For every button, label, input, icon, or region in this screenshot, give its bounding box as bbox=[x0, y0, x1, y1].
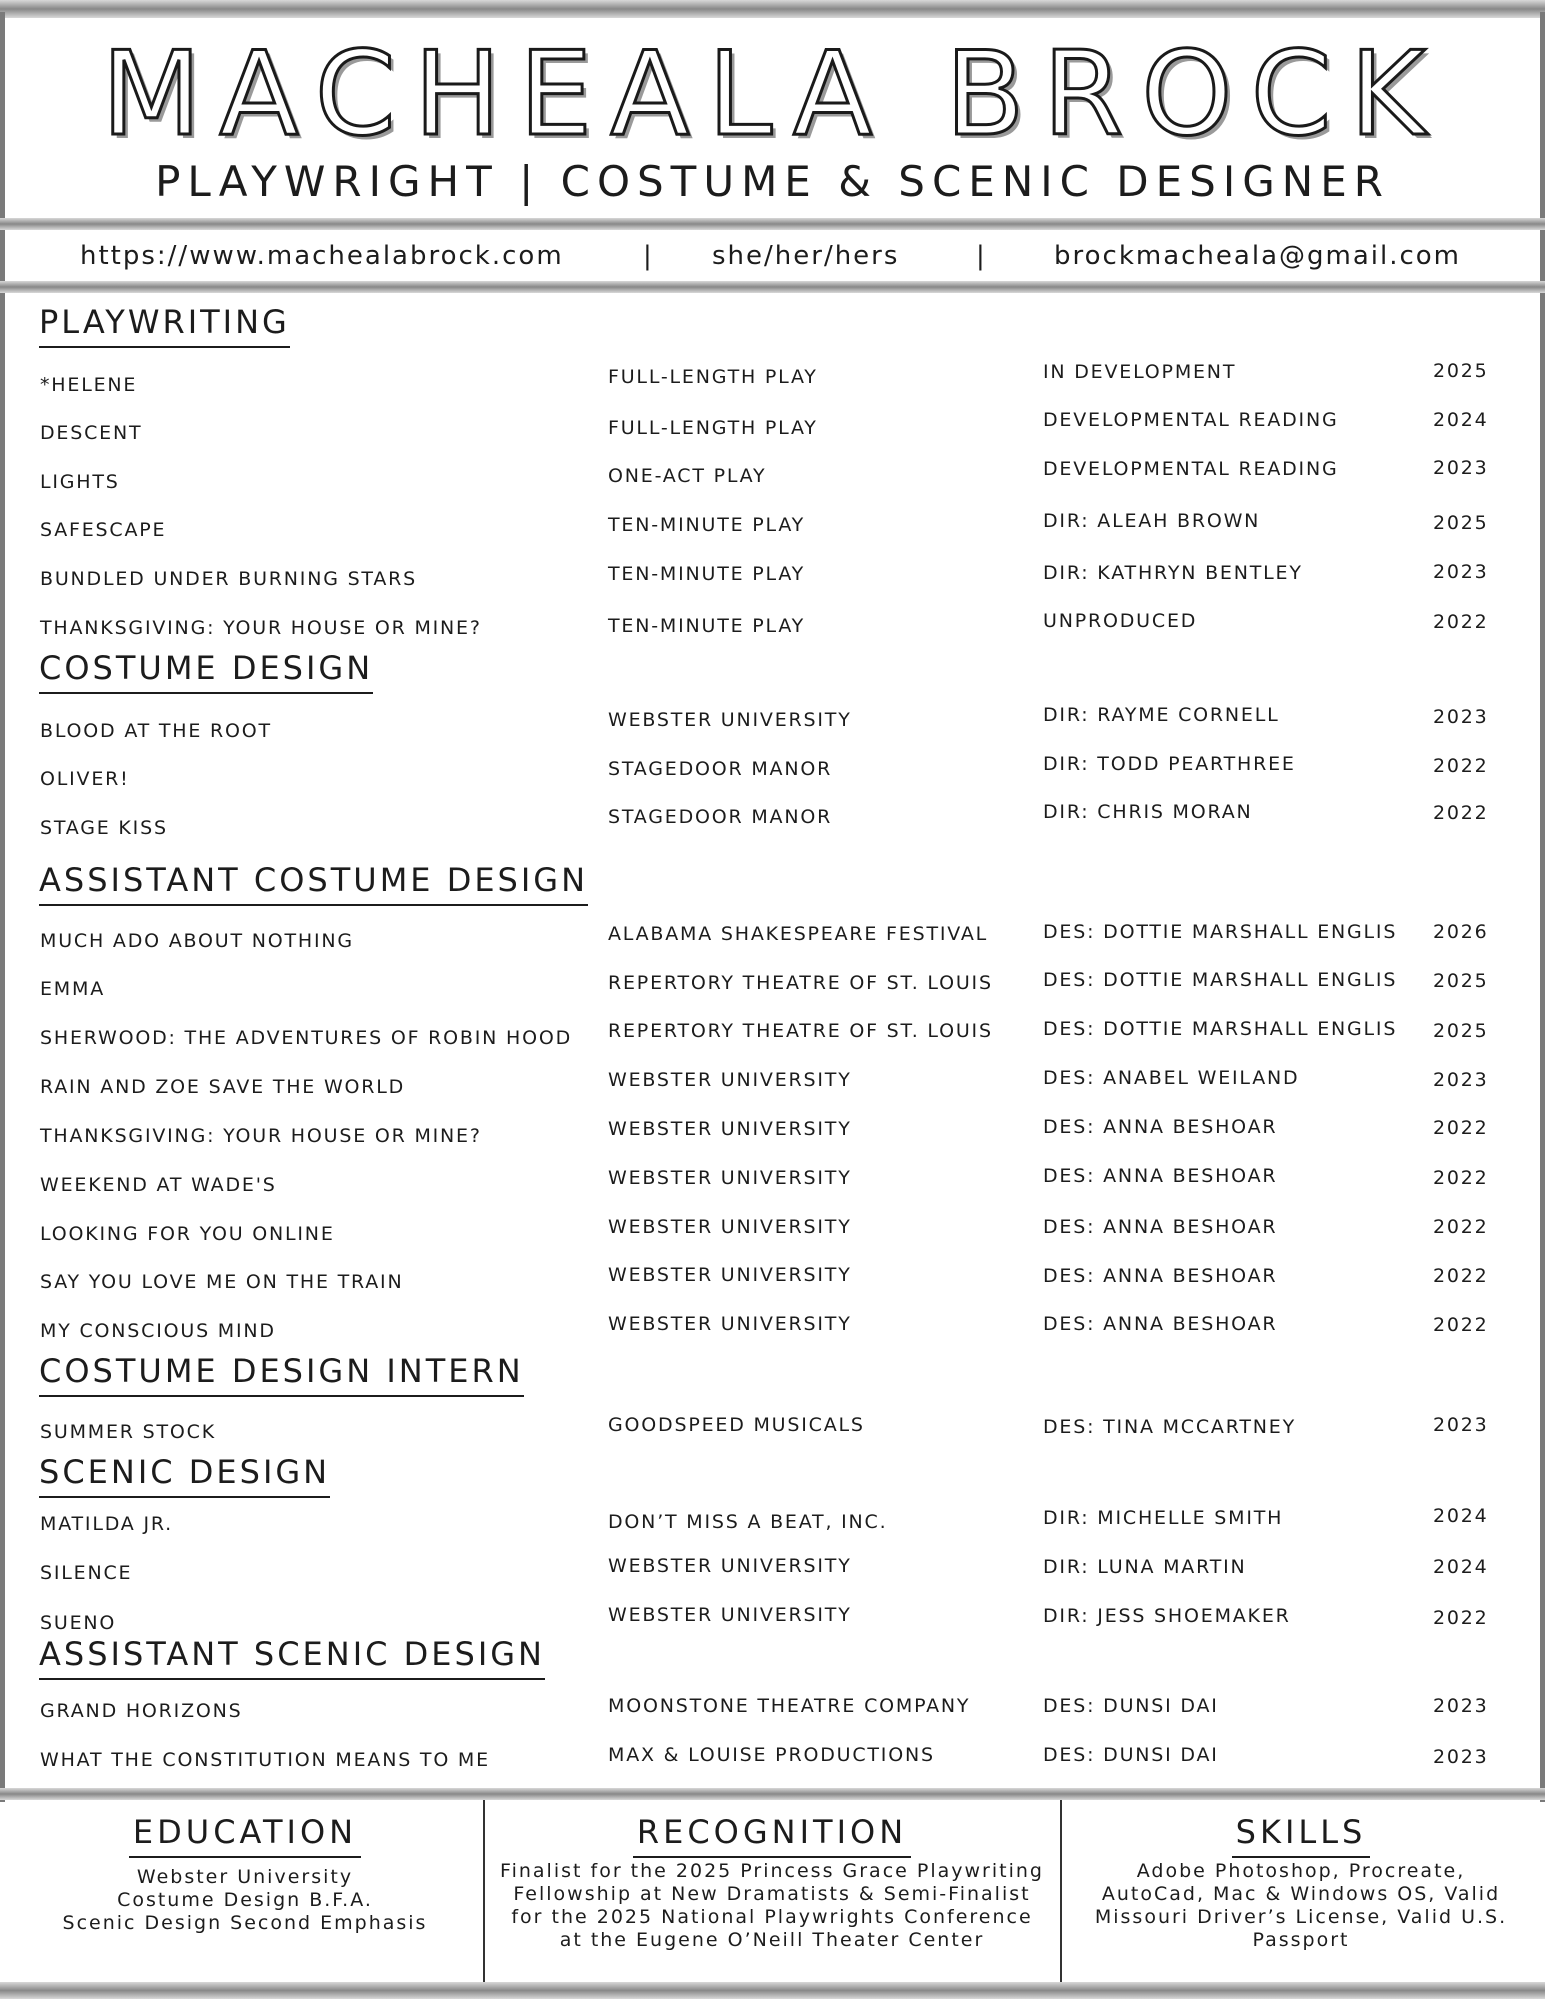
playwriting-type: FULL-LENGTH PLAY bbox=[608, 417, 818, 439]
scenic-title: SUENO bbox=[40, 1612, 117, 1634]
recognition-line: at the Eugene O’Neill Theater Center bbox=[559, 1929, 985, 1951]
playwriting-year: 2024 bbox=[1433, 409, 1489, 431]
playwriting-title: BUNDLED UNDER BURNING STARS bbox=[40, 568, 418, 590]
website-link[interactable]: https://www.machealabrock.com bbox=[80, 241, 564, 271]
costume-year: 2022 bbox=[1433, 755, 1489, 777]
playwriting-detail: DEVELOPMENTAL READING bbox=[1043, 409, 1339, 431]
playwriting-type: TEN-MINUTE PLAY bbox=[608, 615, 806, 637]
asst-costume-venue: ALABAMA SHAKESPEARE FESTIVAL bbox=[608, 923, 989, 945]
footer-divider bbox=[1060, 1800, 1062, 1982]
scenic-detail: DIR: LUNA MARTIN bbox=[1043, 1556, 1247, 1578]
asst-costume-title: MY CONSCIOUS MIND bbox=[40, 1320, 276, 1342]
asst-costume-title: THANKSGIVING: YOUR HOUSE OR MINE? bbox=[40, 1125, 482, 1147]
section-title-assistant-scenic-design: ASSISTANT SCENIC DESIGN bbox=[39, 1634, 545, 1680]
asst-costume-venue: REPERTORY THEATRE OF ST. LOUIS bbox=[608, 972, 993, 994]
header-rule-top bbox=[0, 218, 1545, 230]
scenic-detail: DIR: MICHELLE SMITH bbox=[1043, 1507, 1284, 1529]
section-title-scenic-design: SCENIC DESIGN bbox=[39, 1452, 330, 1498]
asst-scenic-title: WHAT THE CONSTITUTION MEANS TO ME bbox=[40, 1749, 490, 1771]
scenic-year: 2024 bbox=[1433, 1505, 1489, 1527]
asst-scenic-venue: MOONSTONE THEATRE COMPANY bbox=[608, 1695, 971, 1717]
asst-costume-detail: DES: ANNA BESHOAR bbox=[1043, 1116, 1278, 1138]
playwriting-detail: DIR: ALEAH BROWN bbox=[1043, 510, 1261, 532]
costume-detail: DIR: CHRIS MORAN bbox=[1043, 801, 1253, 823]
asst-costume-year: 2022 bbox=[1433, 1265, 1489, 1287]
education-line: Webster University bbox=[136, 1866, 354, 1888]
costume-title: STAGE KISS bbox=[40, 817, 168, 839]
intern-venue: GOODSPEED MUSICALS bbox=[608, 1414, 865, 1436]
section-title-costume-design: COSTUME DESIGN bbox=[39, 648, 373, 694]
playwriting-detail: UNPRODUCED bbox=[1043, 610, 1198, 632]
asst-costume-detail: DES: ANNA BESHOAR bbox=[1043, 1313, 1278, 1335]
section-title-assistant-costume-design: ASSISTANT COSTUME DESIGN bbox=[39, 860, 588, 906]
playwriting-type: ONE-ACT PLAY bbox=[608, 465, 767, 487]
asst-costume-year: 2022 bbox=[1433, 1314, 1489, 1336]
education-line: Costume Design B.F.A. bbox=[117, 1889, 373, 1911]
playwriting-detail: DEVELOPMENTAL READING bbox=[1043, 458, 1339, 480]
costume-venue: STAGEDOOR MANOR bbox=[608, 806, 833, 828]
scenic-detail: DIR: JESS SHOEMAKER bbox=[1043, 1605, 1291, 1627]
asst-scenic-detail: DES: DUNSI DAI bbox=[1043, 1695, 1219, 1717]
asst-costume-venue: WEBSTER UNIVERSITY bbox=[608, 1216, 852, 1238]
education-block bbox=[10, 1812, 480, 1935]
footer-rule bbox=[0, 1788, 1545, 1800]
playwriting-year: 2025 bbox=[1433, 512, 1489, 534]
asst-costume-detail: DES: ANNA BESHOAR bbox=[1043, 1216, 1278, 1238]
bottom-rule bbox=[0, 1982, 1545, 1999]
skills-line: Missouri Driver’s License, Valid U.S. bbox=[1094, 1906, 1508, 1928]
asst-costume-venue: WEBSTER UNIVERSITY bbox=[608, 1118, 852, 1140]
section-title-costume-design-intern: COSTUME DESIGN INTERN bbox=[39, 1351, 524, 1397]
skills-block bbox=[1064, 1812, 1538, 1952]
scenic-title: MATILDA JR. bbox=[40, 1513, 174, 1535]
email-link[interactable]: brockmacheala@gmail.com bbox=[1054, 241, 1462, 271]
asst-costume-year: 2022 bbox=[1433, 1167, 1489, 1189]
playwriting-year: 2023 bbox=[1433, 457, 1489, 479]
contact-separator: | bbox=[976, 241, 987, 271]
asst-scenic-title: GRAND HORIZONS bbox=[40, 1700, 243, 1722]
skills-line: Passport bbox=[1252, 1929, 1350, 1951]
playwriting-detail: DIR: KATHRYN BENTLEY bbox=[1043, 562, 1303, 584]
asst-costume-year: 2023 bbox=[1433, 1069, 1489, 1091]
header-rule-bottom bbox=[0, 281, 1545, 293]
costume-year: 2022 bbox=[1433, 802, 1489, 824]
playwriting-title: DESCENT bbox=[40, 422, 143, 444]
asst-costume-venue: WEBSTER UNIVERSITY bbox=[608, 1264, 852, 1286]
section-title-playwriting: PLAYWRITING bbox=[39, 302, 290, 348]
resume-name: MACHEALA BROCK bbox=[101, 27, 1444, 162]
asst-scenic-year: 2023 bbox=[1433, 1746, 1489, 1768]
skills-line: Adobe Photoshop, Procreate, bbox=[1136, 1860, 1466, 1882]
top-rule bbox=[0, 0, 1545, 18]
playwriting-detail: IN DEVELOPMENT bbox=[1043, 361, 1237, 383]
costume-detail: DIR: TODD PEARTHREE bbox=[1043, 753, 1296, 775]
asst-costume-detail: DES: ANABEL WEILAND bbox=[1043, 1067, 1300, 1089]
footer-divider bbox=[483, 1800, 485, 1982]
intern-title: SUMMER STOCK bbox=[40, 1421, 216, 1443]
asst-costume-detail: DES: DOTTIE MARSHALL ENGLIS bbox=[1043, 1018, 1398, 1040]
playwriting-type: FULL-LENGTH PLAY bbox=[608, 366, 818, 388]
scenic-venue: DON’T MISS A BEAT, INC. bbox=[608, 1511, 888, 1533]
playwriting-year: 2023 bbox=[1433, 561, 1489, 583]
recognition-line: Fellowship at New Dramatists & Semi-Finalist bbox=[513, 1883, 1031, 1905]
education-line: Scenic Design Second Emphasis bbox=[62, 1912, 428, 1934]
scenic-title: SILENCE bbox=[40, 1562, 133, 1584]
asst-scenic-year: 2023 bbox=[1433, 1695, 1489, 1717]
scenic-year: 2022 bbox=[1433, 1607, 1489, 1629]
asst-costume-title: SAY YOU LOVE ME ON THE TRAIN bbox=[40, 1271, 404, 1293]
recognition-block bbox=[488, 1812, 1056, 1952]
asst-costume-venue: WEBSTER UNIVERSITY bbox=[608, 1313, 852, 1335]
recognition-line: Finalist for the 2025 Princess Grace Playwriting bbox=[500, 1860, 1044, 1882]
pronouns: she/her/hers bbox=[712, 241, 900, 271]
playwriting-type: TEN-MINUTE PLAY bbox=[608, 514, 806, 536]
asst-costume-year: 2022 bbox=[1433, 1216, 1489, 1238]
asst-costume-title: LOOKING FOR YOU ONLINE bbox=[40, 1223, 335, 1245]
asst-costume-title: EMMA bbox=[40, 978, 105, 1000]
scenic-year: 2024 bbox=[1433, 1556, 1489, 1578]
playwriting-title: SAFESCAPE bbox=[40, 519, 167, 541]
asst-scenic-venue: MAX & LOUISE PRODUCTIONS bbox=[608, 1744, 935, 1766]
skills-title: SKILLS bbox=[1232, 1812, 1371, 1858]
asst-costume-venue: WEBSTER UNIVERSITY bbox=[608, 1069, 852, 1091]
education-title: EDUCATION bbox=[129, 1812, 361, 1858]
asst-costume-detail: DES: ANNA BESHOAR bbox=[1043, 1265, 1278, 1287]
contact-separator: | bbox=[643, 241, 654, 271]
playwriting-year: 2022 bbox=[1433, 611, 1489, 633]
recognition-title: RECOGNITION bbox=[633, 1812, 911, 1858]
costume-title: OLIVER! bbox=[40, 768, 130, 790]
asst-costume-title: MUCH ADO ABOUT NOTHING bbox=[40, 930, 354, 952]
playwriting-title: THANKSGIVING: YOUR HOUSE OR MINE? bbox=[40, 617, 482, 639]
playwriting-title: LIGHTS bbox=[40, 471, 120, 493]
asst-scenic-detail: DES: DUNSI DAI bbox=[1043, 1744, 1219, 1766]
asst-costume-title: SHERWOOD: THE ADVENTURES OF ROBIN HOOD bbox=[40, 1027, 573, 1049]
skills-line: AutoCad, Mac & Windows OS, Valid bbox=[1101, 1883, 1501, 1905]
asst-costume-year: 2025 bbox=[1433, 970, 1489, 992]
playwriting-title: *HELENE bbox=[40, 374, 138, 396]
asst-costume-title: RAIN AND ZOE SAVE THE WORLD bbox=[40, 1076, 406, 1098]
asst-costume-year: 2026 bbox=[1433, 921, 1489, 943]
asst-costume-year: 2025 bbox=[1433, 1020, 1489, 1042]
asst-costume-year: 2022 bbox=[1433, 1117, 1489, 1139]
asst-costume-venue: REPERTORY THEATRE OF ST. LOUIS bbox=[608, 1020, 993, 1042]
costume-detail: DIR: RAYME CORNELL bbox=[1043, 704, 1280, 726]
asst-costume-detail: DES: DOTTIE MARSHALL ENGLIS bbox=[1043, 969, 1398, 991]
recognition-line: for the 2025 National Playwrights Conference bbox=[511, 1906, 1033, 1928]
costume-title: BLOOD AT THE ROOT bbox=[40, 720, 272, 742]
intern-detail: DES: TINA MCCARTNEY bbox=[1043, 1416, 1296, 1438]
asst-costume-venue: WEBSTER UNIVERSITY bbox=[608, 1167, 852, 1189]
intern-year: 2023 bbox=[1433, 1414, 1489, 1436]
playwriting-type: TEN-MINUTE PLAY bbox=[608, 563, 806, 585]
asst-costume-title: WEEKEND AT WADE'S bbox=[40, 1174, 277, 1196]
costume-year: 2023 bbox=[1433, 706, 1489, 728]
playwriting-year: 2025 bbox=[1433, 360, 1489, 382]
asst-costume-detail: DES: DOTTIE MARSHALL ENGLIS bbox=[1043, 921, 1398, 943]
resume-subtitle: PLAYWRIGHT | COSTUME & SCENIC DESIGNER bbox=[155, 157, 1390, 206]
costume-venue: STAGEDOOR MANOR bbox=[608, 758, 833, 780]
asst-costume-detail: DES: ANNA BESHOAR bbox=[1043, 1165, 1278, 1187]
costume-venue: WEBSTER UNIVERSITY bbox=[608, 709, 852, 731]
scenic-venue: WEBSTER UNIVERSITY bbox=[608, 1604, 852, 1626]
scenic-venue: WEBSTER UNIVERSITY bbox=[608, 1555, 852, 1577]
